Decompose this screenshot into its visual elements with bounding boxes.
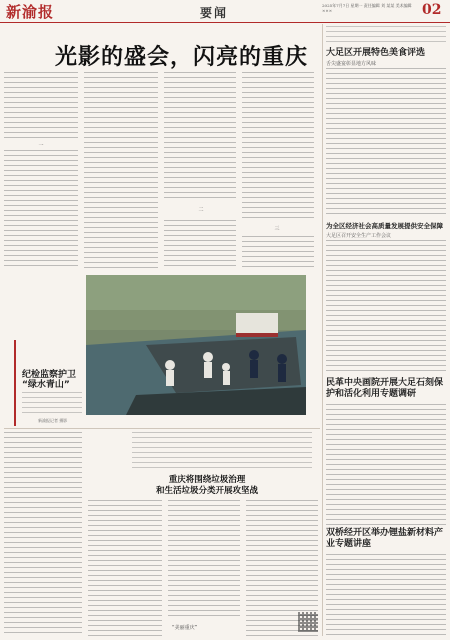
dateline: 2025年7月7日 星期一 责任编辑 刘 某某 美术编辑 ×××: [322, 3, 412, 13]
qr-code: [298, 612, 318, 632]
article-column-1: [4, 72, 78, 140]
sidebar-article-1-title: 大足区开展特色美食评选: [326, 48, 426, 58]
section-mark-three: 三: [274, 226, 280, 232]
sidebar-article-1-body: [326, 68, 446, 218]
sidebar-article-4-title: 双桥经开区举办锂盐新材料产业专题讲座: [326, 528, 444, 549]
sidebar-article-2-body: [326, 240, 446, 375]
sidebar-article-1-subtitle: 舌尖盛宴彰显地方风味: [326, 61, 377, 67]
article-column-1b: [4, 150, 78, 268]
river-patrol-photo: [86, 275, 306, 415]
sidebar-article-2-title: 为全区经济社会高质量发展提供安全保障: [326, 222, 443, 230]
photo-caption-title: 纪检监察护卫 “绿水青山”: [22, 370, 77, 390]
photo-caption-text: [22, 392, 82, 416]
section-mark-two: 二: [198, 207, 204, 213]
newspaper-logo: 新渝报: [6, 3, 55, 21]
bottom-subhead-text: [132, 432, 312, 472]
article-column-4b: [242, 236, 314, 268]
photo-caption-author: 新渝报记者 摄影: [38, 418, 68, 423]
sidebar-article-2-subtitle: 大足区召开安全生产工作会议: [326, 233, 392, 239]
section-title: 要闻: [200, 6, 229, 20]
sidebar-article-3-title: 民革中央画院开展大足石刻保护和活化利用专题调研: [326, 378, 444, 399]
sidebar-article-3-body: [326, 404, 446, 526]
article-column-4: [242, 72, 314, 222]
bottom-tail-heading: “美丽重庆”: [172, 625, 198, 631]
sidebar-top-text: [326, 26, 446, 46]
article-column-3b: [164, 220, 236, 268]
main-headline: 光影的盛会，闪亮的重庆: [55, 45, 309, 70]
bottom-col-1: [88, 500, 162, 636]
article-column-3: [164, 72, 236, 202]
page-number: 02: [422, 2, 442, 18]
bottom-col-2: [168, 500, 240, 620]
section-mark-one: 一: [38, 143, 44, 149]
column-divider: [322, 24, 323, 636]
left-column-text: [4, 432, 82, 636]
news-photo: [86, 275, 306, 415]
bottom-section-rule: [4, 428, 320, 429]
article-column-2: [84, 72, 158, 268]
sidebar-article-4-body: [326, 554, 446, 636]
bottom-article-headline: 重庆将围绕垃圾治理 和生活垃圾分类开展攻坚战: [155, 475, 258, 496]
